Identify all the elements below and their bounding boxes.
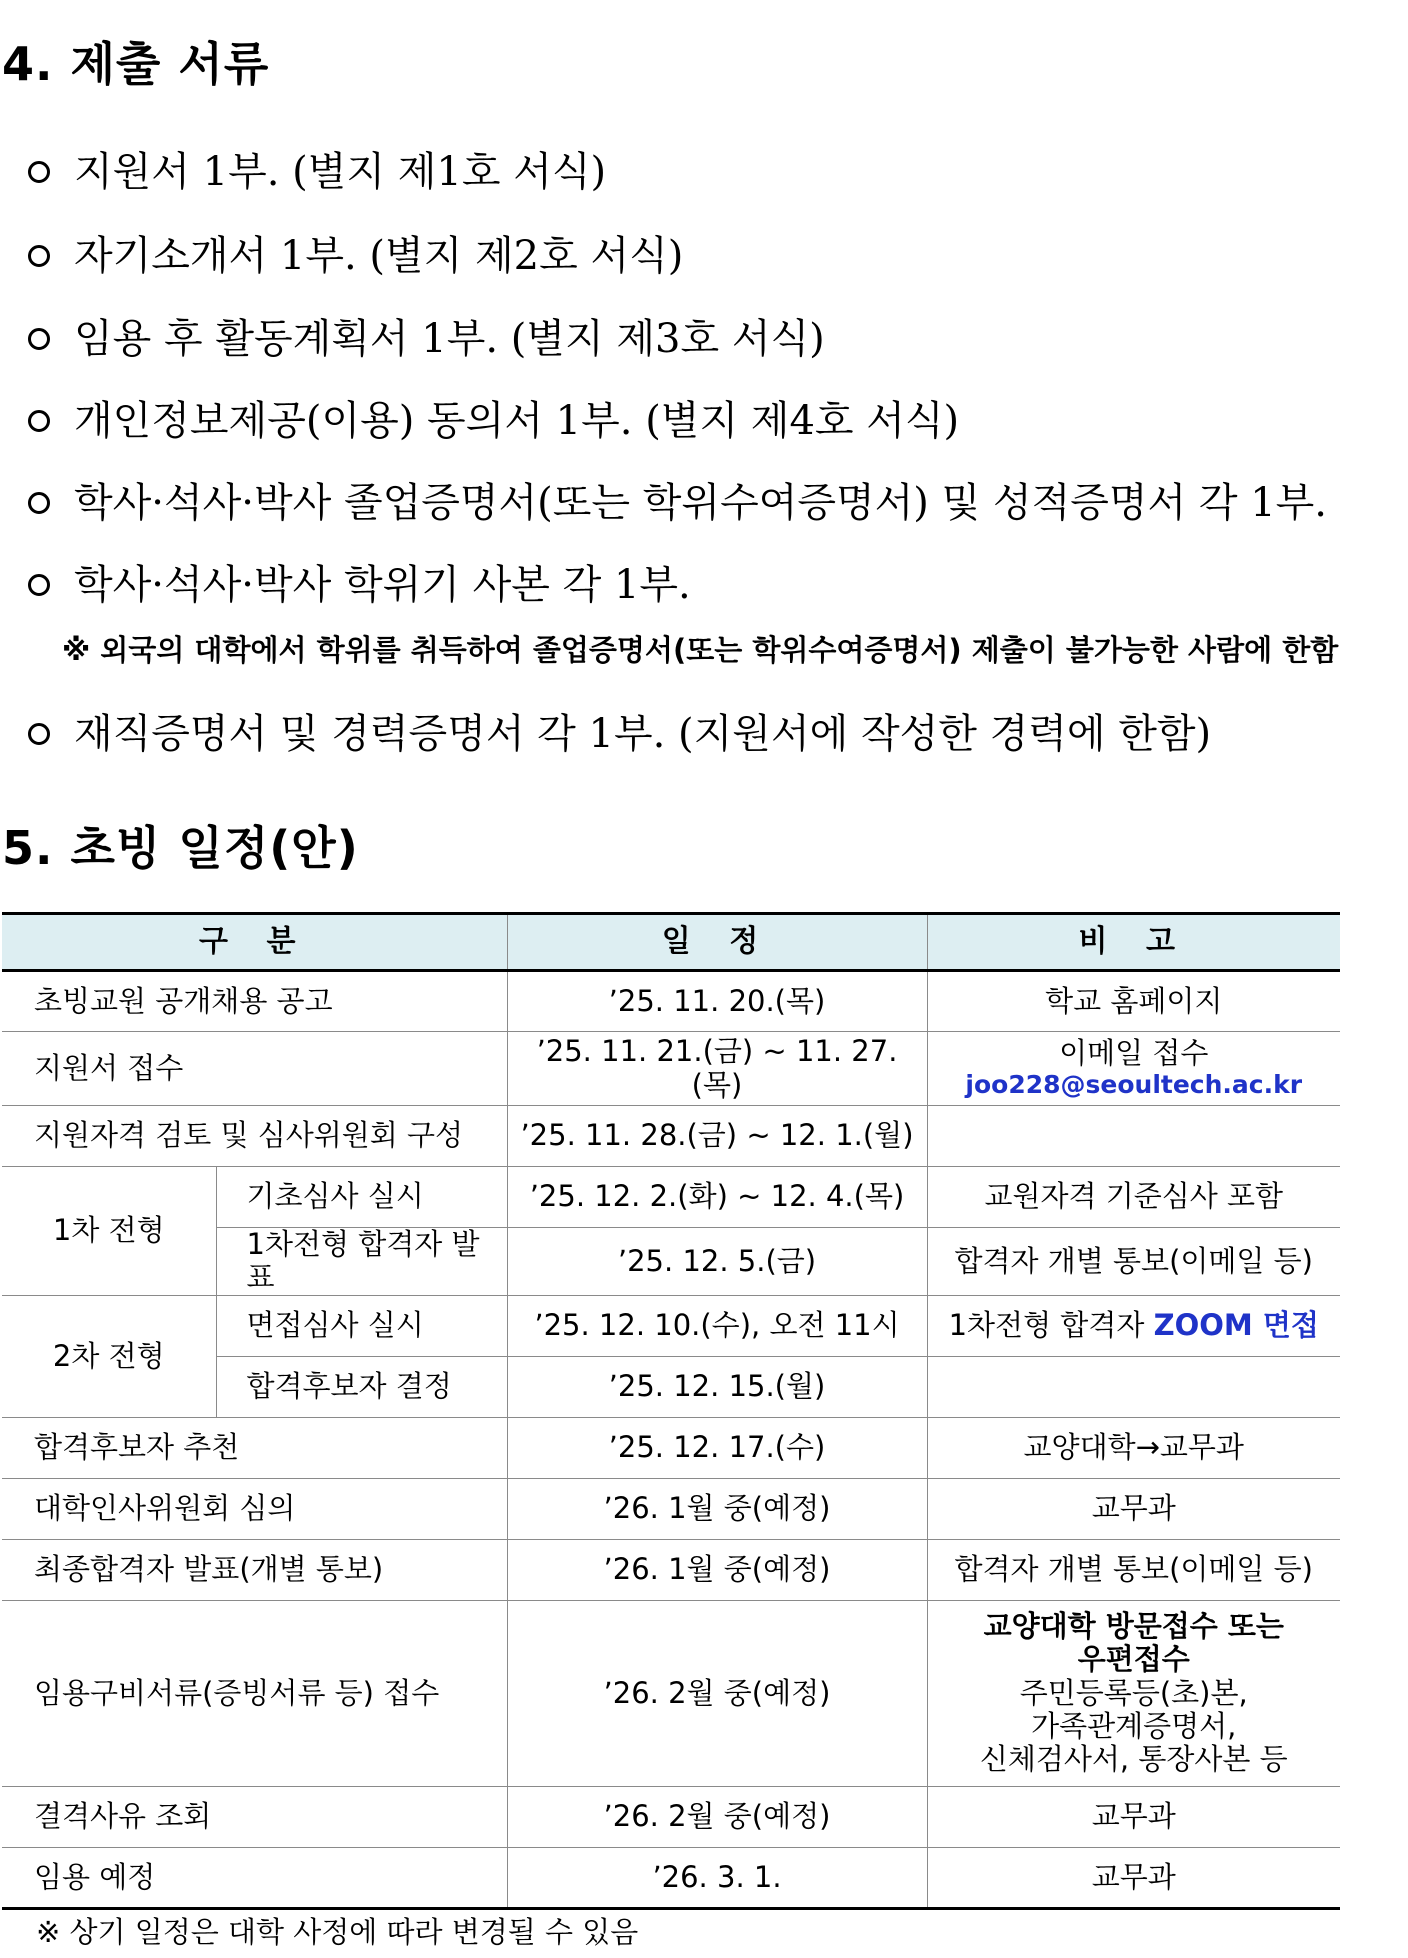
row-date: ’25. 12. 15.(월) bbox=[507, 1356, 927, 1417]
row-label: 임용 예정 bbox=[2, 1847, 507, 1908]
row-remark: 교무과 bbox=[927, 1847, 1340, 1908]
row-label: 최종합격자 발표(개별 통보) bbox=[2, 1539, 507, 1600]
circle-bullet-icon bbox=[28, 410, 50, 432]
table-row bbox=[2, 1786, 1340, 1847]
remark-line: 주민등록등(초)본, bbox=[1019, 1675, 1248, 1710]
table-row bbox=[2, 1847, 1340, 1908]
row-remark: 합격자 개별 통보(이메일 등) bbox=[927, 1539, 1340, 1600]
list-item bbox=[28, 389, 959, 446]
list-item bbox=[28, 553, 691, 610]
row-date: ’25. 11. 28.(금) ~ 12. 1.(월) bbox=[507, 1106, 927, 1167]
row-label: 합격후보자 결정 bbox=[216, 1356, 507, 1417]
table-row bbox=[2, 1600, 1340, 1786]
remark-bold-line: 우편접수 bbox=[1077, 1642, 1190, 1677]
header-schedule: 일 정 bbox=[507, 914, 927, 971]
schedule-table bbox=[2, 912, 1340, 1910]
row-remark bbox=[927, 1600, 1340, 1786]
row-date: ’26. 1월 중(예정) bbox=[507, 1539, 927, 1600]
list-item-text: 학사·석사·박사 학위기 사본 각 1부. bbox=[74, 562, 691, 608]
row-date: ’26. 1월 중(예정) bbox=[507, 1478, 927, 1539]
row-label: 지원서 접수 bbox=[2, 1032, 507, 1106]
list-item-text: 지원서 1부. (별지 제1호 서식) bbox=[74, 149, 607, 195]
zoom-interview-highlight: ZOOM 면접 bbox=[1153, 1308, 1319, 1343]
table-row bbox=[2, 1106, 1340, 1167]
section4-title: 4. 제출 서류 bbox=[2, 37, 270, 91]
row-date: ’25. 12. 5.(금) bbox=[507, 1228, 927, 1296]
table-row bbox=[2, 971, 1340, 1032]
list-item bbox=[28, 471, 1327, 528]
circle-bullet-icon bbox=[28, 328, 50, 350]
row-remark: 합격자 개별 통보(이메일 등) bbox=[927, 1228, 1340, 1296]
remark-text: 1차전형 합격자 bbox=[948, 1308, 1145, 1343]
row-date: ’25. 12. 17.(수) bbox=[507, 1417, 927, 1478]
row-remark bbox=[927, 1356, 1340, 1417]
table-row bbox=[2, 1417, 1340, 1478]
row-date: ’25. 12. 10.(수), 오전 11시 bbox=[507, 1295, 927, 1356]
row-date: ’25. 12. 2.(화) ~ 12. 4.(목) bbox=[507, 1167, 927, 1228]
remark-line: 가족관계증명서, bbox=[1031, 1708, 1237, 1743]
foreign-degree-note: ※ 외국의 대학에서 학위를 취득하여 졸업증명서(또는 학위수여증명서) 제출이 불가능한 사람에 한함 bbox=[62, 633, 1339, 667]
row-remark: 교양대학→교무과 bbox=[927, 1417, 1340, 1478]
row-label: 대학인사위원회 심의 bbox=[2, 1478, 507, 1539]
group-label-stage2: 2차 전형 bbox=[2, 1295, 216, 1417]
circle-bullet-icon bbox=[28, 245, 50, 267]
remark-text: 이메일 접수 bbox=[1059, 1036, 1209, 1071]
list-item bbox=[28, 224, 683, 281]
remark-line: 신체검사서, 통장사본 등 bbox=[979, 1742, 1288, 1777]
row-date: ’25. 11. 21.(금) ~ 11. 27.(목) bbox=[507, 1032, 927, 1106]
list-item-text: 개인정보제공(이용) 동의서 1부. (별지 제4호 서식) bbox=[74, 398, 960, 444]
list-item bbox=[28, 140, 606, 197]
row-remark: 학교 홈페이지 bbox=[927, 971, 1340, 1032]
table-header-row bbox=[2, 914, 1340, 971]
row-label: 지원자격 검토 및 심사위원회 구성 bbox=[2, 1106, 507, 1167]
contact-email: joo228@seoultech.ac.kr bbox=[965, 1069, 1303, 1099]
header-remark: 비 고 bbox=[927, 914, 1340, 971]
list-item-text: 자기소개서 1부. (별지 제2호 서식) bbox=[74, 233, 684, 279]
group-label-stage1: 1차 전형 bbox=[2, 1167, 216, 1296]
list-item-text: 임용 후 활동계획서 1부. (별지 제3호 서식) bbox=[74, 316, 825, 362]
schedule-footnote: ※ 상기 일정은 대학 사정에 따라 변경될 수 있음 bbox=[36, 1915, 639, 1949]
table-row bbox=[2, 1478, 1340, 1539]
list-item-text: 학사·석사·박사 졸업증명서(또는 학위수여증명서) 및 성적증명서 각 1부. bbox=[74, 480, 1328, 526]
row-label: 초빙교원 공개채용 공고 bbox=[2, 971, 507, 1032]
circle-bullet-icon bbox=[28, 574, 50, 596]
circle-bullet-icon bbox=[28, 723, 50, 745]
row-remark: 교원자격 기준심사 포함 bbox=[927, 1167, 1340, 1228]
list-item bbox=[28, 702, 1211, 759]
row-remark: 교무과 bbox=[927, 1786, 1340, 1847]
section5-title: 5. 초빙 일정(안) bbox=[2, 821, 359, 875]
header-category: 구 분 bbox=[2, 914, 507, 971]
list-item bbox=[28, 307, 825, 364]
row-label: 임용구비서류(증빙서류 등) 접수 bbox=[2, 1600, 507, 1786]
row-label: 면접심사 실시 bbox=[216, 1295, 507, 1356]
row-label: 합격후보자 추천 bbox=[2, 1417, 507, 1478]
table-row bbox=[2, 1167, 1340, 1228]
circle-bullet-icon bbox=[28, 492, 50, 514]
row-date: ’26. 2월 중(예정) bbox=[507, 1786, 927, 1847]
row-remark: 교무과 bbox=[927, 1478, 1340, 1539]
remark-bold-line: 교양대학 방문접수 또는 bbox=[983, 1608, 1284, 1643]
table-row bbox=[2, 1295, 1340, 1356]
row-date: ’26. 2월 중(예정) bbox=[507, 1600, 927, 1786]
row-label: 1차전형 합격자 발표 bbox=[216, 1228, 507, 1296]
row-date: ’26. 3. 1. bbox=[507, 1847, 927, 1908]
row-date: ’25. 11. 20.(목) bbox=[507, 971, 927, 1032]
row-label: 기초심사 실시 bbox=[216, 1167, 507, 1228]
list-item-text: 재직증명서 및 경력증명서 각 1부. (지원서에 작성한 경력에 한함) bbox=[74, 711, 1212, 757]
table-row bbox=[2, 1539, 1340, 1600]
row-remark bbox=[927, 1032, 1340, 1106]
row-remark bbox=[927, 1295, 1340, 1356]
row-remark bbox=[927, 1106, 1340, 1167]
table-row bbox=[2, 1032, 1340, 1106]
circle-bullet-icon bbox=[28, 161, 50, 183]
row-label: 결격사유 조회 bbox=[2, 1786, 507, 1847]
